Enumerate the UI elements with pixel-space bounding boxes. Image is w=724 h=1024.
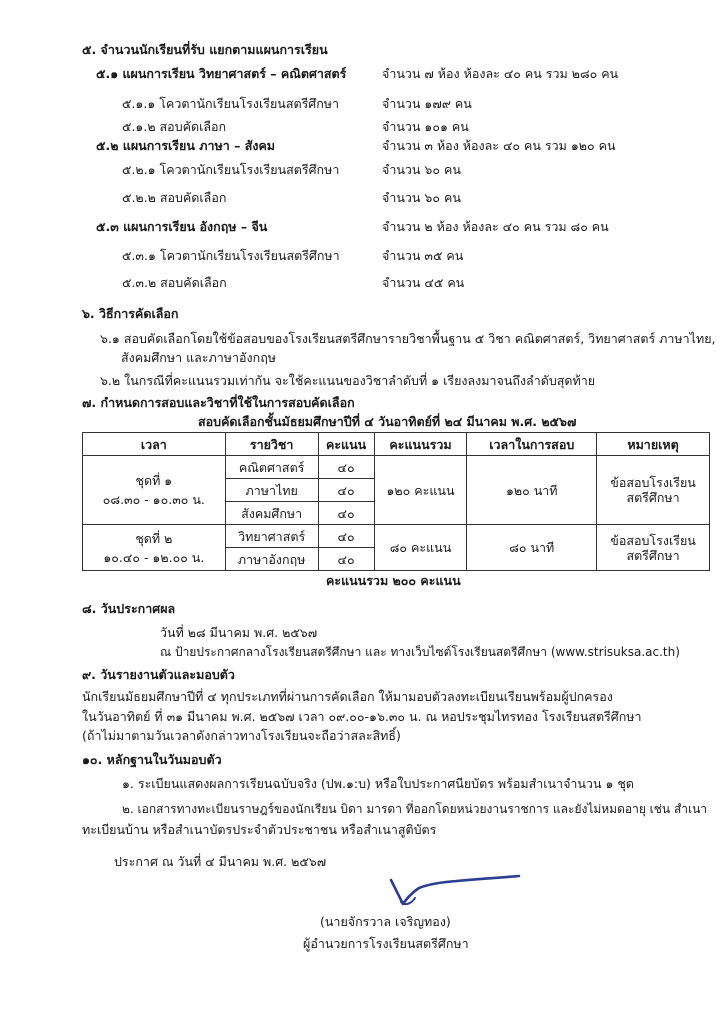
sec10-line2: ๒. เอกสารทางทะเบียนราษฎร์ของนักเรียน บิดา มารดา ที่ออกโดยหน่วยงานราชการ และยังไม่หมดอายุ เช่น สำเนา [122, 802, 708, 816]
subject-cell: สังคมศึกษา [225, 502, 318, 525]
plan3-exam-count: จำนวน ๔๕ คน [382, 275, 465, 290]
col-header-note: หมายเหตุ [597, 433, 710, 456]
table-header-row [83, 433, 710, 456]
sec6-line2: สังคมศึกษา และภาษาอังกฤษ [121, 350, 277, 365]
sec10-title: ๑๐. หลักฐานในวันมอบตัว [82, 752, 222, 767]
plan2-exam-label: ๕.๒.๒ สอบคัดเลือก [122, 190, 227, 205]
score-cell: ๔๐ [318, 548, 374, 571]
sec6-line3: ๖.๒ ในกรณีที่คะแนนรวมเท่ากัน จะใช้คะแนนของวิชาลำดับที่ ๑ เรียงลงมาจนถึงลำดับสุดท้าย [100, 373, 596, 388]
sec10-line1: ๑. ระเบียนแสดงผลการเรียนฉบับจริง (ปพ.๑:บ) หรือใบประกาศนียบัตร พร้อมสำเนาจำนวน ๑ ชุด [122, 776, 634, 791]
score-cell: ๔๐ [318, 479, 374, 502]
plan3-quota-label: ๕.๓.๑ โควตานักเรียนโรงเรียนสตรีศึกษา [122, 248, 340, 263]
set2-note-line2: สตรีศึกษา [626, 547, 680, 563]
set1-duration: ๑๒๐ นาที [467, 456, 597, 525]
table-row [83, 456, 710, 479]
sec5-title: ๕. จำนวนนักเรียนที่รับ แยกตามแผนการเรียน [82, 42, 328, 57]
score-cell: ๔๐ [318, 456, 374, 479]
set2-duration: ๘๐ นาที [467, 525, 597, 571]
signature-mark [385, 870, 525, 920]
sec8-location: ณ ป้ายประกาศกลางโรงเรียนสตรีศึกษา และ ทางเว็บไซต์โรงเรียนสตรีศึกษา (www.strisuksa.ac.th) [160, 645, 680, 659]
exam-schedule-table [82, 432, 710, 571]
plan1-quota-count: จำนวน ๑๗๙ คน [382, 96, 472, 111]
sec9-line2: ในวันอาทิตย์ ที่ ๓๑ มีนาคม พ.ศ. ๒๕๖๗ เวลา ๐๙.๐๐-๑๖.๓๐ น. ณ หอประชุมไทรทอง โรงเรียนสตรีศึกษา [82, 709, 642, 724]
plan1-exam-label: ๕.๑.๒ สอบคัดเลือก [122, 119, 227, 134]
set2-note [597, 525, 710, 571]
sec9-title: ๙. วันรายงานตัวและมอบตัว [82, 667, 235, 682]
set2-total: ๘๐ คะแนน [374, 525, 467, 571]
sec7-subtitle: สอบคัดเลือกชั้นมัธยมศึกษาปีที่ ๔ วันอาทิตย์ที่ ๒๔ มีนาคม พ.ศ. ๒๕๖๗ [198, 414, 577, 429]
plan1-quota-label: ๕.๑.๑ โควตานักเรียนโรงเรียนสตรีศึกษา [122, 96, 340, 111]
set2-time-cell [83, 525, 226, 571]
set1-total: ๑๒๐ คะแนน [374, 456, 467, 525]
plan2-count: จำนวน ๓ ห้อง ห้องละ ๔๐ คน รวม ๑๒๐ คน [382, 138, 616, 153]
sec7-title: ๗. กำหนดการสอบและวิชาที่ใช้ในการสอบคัดเลือก [82, 395, 355, 410]
sec6-line1: ๖.๑ สอบคัดเลือกโดยใช้ข้อสอบของโรงเรียนสตรีศึกษารายวิชาพื้นฐาน ๕ วิชา คณิตศาสตร์, วิทยาศาสตร์ ภาษาไทย, [100, 331, 716, 346]
subject-cell: ภาษาไทย [225, 479, 318, 502]
set2-time: ๑๐.๔๐ - ๑๒.๐๐ น. [103, 549, 205, 565]
set1-note-line2: สตรีศึกษา [626, 490, 680, 505]
grand-total: คะแนนรวม ๒๐๐ คะแนน [326, 573, 461, 588]
plan2-exam-count: จำนวน ๖๐ คน [382, 190, 461, 205]
plan3-quota-count: จำนวน ๓๕ คน [382, 248, 464, 263]
subject-cell: คณิตศาสตร์ [225, 456, 318, 479]
col-header-subject: รายวิชา [225, 433, 318, 456]
set1-time-cell [83, 456, 226, 525]
plan2-quota-label: ๕.๒.๑ โควตานักเรียนโรงเรียนสตรีศึกษา [122, 162, 340, 177]
set2-note-line1: ข้อสอบโรงเรียน [610, 532, 696, 548]
sec8-date: วันที่ ๒๘ มีนาคม พ.ศ. ๒๕๖๗ [160, 625, 318, 640]
score-cell: ๔๐ [318, 502, 374, 525]
sec6-title: ๖. วิธีการคัดเลือก [82, 306, 179, 321]
sec10-line3: ทะเบียนบ้าน หรือสำเนาบัตรประจำตัวประชาชน หรือสำเนาสูติบัตร [82, 822, 437, 837]
sec8-title: ๘. วันประกาศผล [82, 601, 176, 616]
col-header-time: เวลา [83, 433, 226, 456]
plan2-quota-count: จำนวน ๖๐ คน [382, 162, 461, 177]
plan1-count: จำนวน ๗ ห้อง ห้องละ ๔๐ คน รวม ๒๘๐ คน [382, 66, 619, 81]
signer-name: (นายจักรวาล เจริญทอง) [320, 914, 451, 929]
sec9-line1: นักเรียนมัธยมศึกษาปีที่ ๔ ทุกประเภทที่ผ่านการคัดเลือก ให้มามอบตัวลงทะเบียนเรียนพร้อมผู้ปกครอง [82, 689, 613, 704]
plan1-exam-count: จำนวน ๑๐๑ คน [382, 119, 469, 134]
col-header-score: คะแนน [318, 433, 374, 456]
set1-time: ๐๘.๓๐ - ๑๐.๓๐ น. [102, 492, 205, 507]
col-header-total: คะแนนรวม [374, 433, 467, 456]
sec9-line3: (ถ้าไม่มาตามวันเวลาดังกล่าวทางโรงเรียนจะถือว่าสละสิทธิ์) [82, 728, 401, 743]
subject-cell: วิทยาศาสตร์ [225, 525, 318, 548]
score-cell: ๔๐ [318, 525, 374, 548]
set1-note-line1: ข้อสอบโรงเรียน [610, 475, 696, 490]
set1-name: ชุดที่ ๑ [135, 473, 173, 488]
set2-name: ชุดที่ ๒ [135, 530, 173, 546]
plan1-title: ๕.๑ แผนการเรียน วิทยาศาสตร์ – คณิตศาสตร์ [96, 66, 347, 81]
col-header-duration: เวลาในการสอบ [467, 433, 597, 456]
subject-cell: ภาษาอังกฤษ [225, 548, 318, 571]
plan3-exam-label: ๕.๓.๒ สอบคัดเลือก [122, 275, 227, 290]
plan3-title: ๕.๓ แผนการเรียน อังกฤษ – จีน [96, 219, 268, 234]
announce-date: ประกาศ ณ วันที่ ๔ มีนาคม พ.ศ. ๒๕๖๗ [114, 854, 327, 869]
plan3-count: จำนวน ๒ ห้อง ห้องละ ๔๐ คน รวม ๘๐ คน [382, 219, 609, 234]
table-row [83, 525, 710, 548]
set1-note [597, 456, 710, 525]
signer-position: ผู้อำนวยการโรงเรียนสตรีศึกษา [303, 936, 469, 951]
plan2-title: ๕.๒ แผนการเรียน ภาษา – สังคม [96, 138, 276, 153]
